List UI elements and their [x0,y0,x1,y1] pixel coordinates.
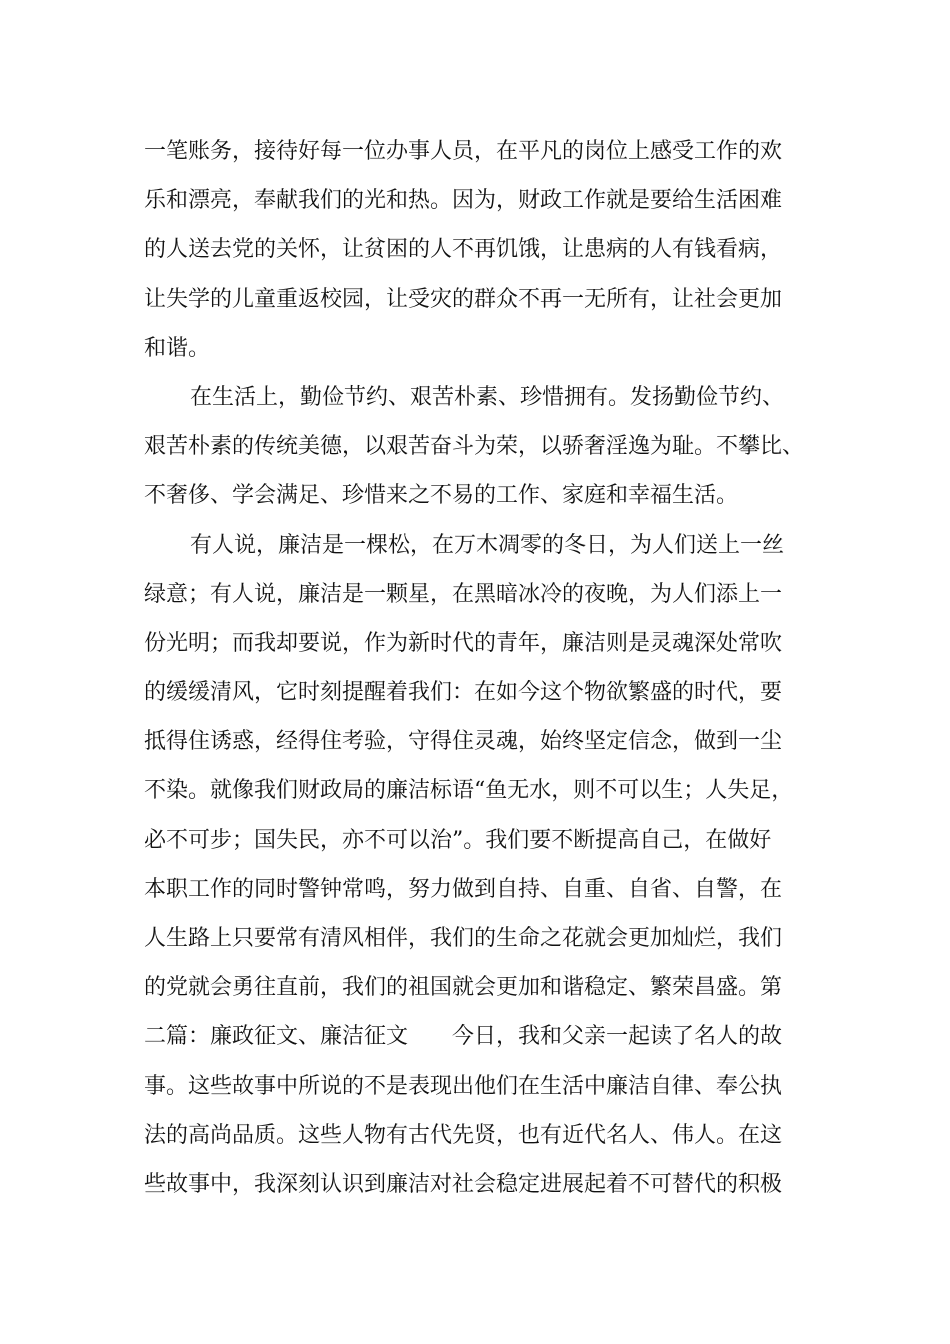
text-line: 不染。就像我们财政局的廉洁标语“鱼无水，则不可以生；人失足， [144,778,794,804]
text-line: 的党就会勇往直前，我们的祖国就会更加和谐稳定、繁荣昌盛。第 [144,975,783,1001]
text-line: 乐和漂亮，奉献我们的光和热。因为，财政工作就是要给生活困难 [144,188,783,214]
text-line: 一笔账务，接待好每一位办事人员，在平凡的岗位上感受工作的欢 [144,139,783,164]
text-line: 必不可步；国失民，亦不可以治”。我们要不断提高自己，在做好 [144,827,772,853]
text-line: 事。这些故事中所说的不是表现出他们在生活中廉洁自律、奉公执 [144,1073,783,1099]
text-line: 不奢侈、学会满足、珍惜来之不易的工作、家庭和幸福生活。 [144,483,739,509]
document-body [144,127,824,1209]
text-line: 二篇：廉政征文、廉洁征文 今日，我和父亲一起读了名人的故 [144,1024,783,1050]
text-line: 份光明；而我却要说，作为新时代的青年，廉洁则是灵魂深处常吹 [144,630,783,656]
text-line: 在生活上，勤俭节约、艰苦朴素、珍惜拥有。发扬勤俭节约、 [190,384,785,410]
text-line: 的缓缓清风，它时刻提醒着我们：在如今这个物欲繁盛的时代，要 [144,680,783,706]
text-line: 人生路上只要常有清风相伴，我们的生命之花就会更加灿烂，我们 [144,926,783,951]
text-line: 让失学的儿童重返校园，让受灾的群众不再一无所有，让社会更加 [144,286,783,312]
text-line: 些故事中，我深刻认识到廉洁对社会稳定进展起着不可替代的积极 [144,1171,783,1197]
text-line: 艰苦朴素的传统美德，以艰苦奋斗为荣，以骄奢淫逸为耻。不攀比、 [144,434,805,460]
text-line: 有人说，廉洁是一棵松，在万木凋零的冬日，为人们送上一丝 [190,532,785,558]
text-line: 抵得住诱惑，经得住考验，守得住灵魂，始终坚定信念，做到一尘 [144,729,783,755]
text-line: 绿意；有人说，廉洁是一颗星，在黑暗冰冷的夜晚，为人们添上一 [144,581,783,607]
text-line: 的人送去党的关怀，让贫困的人不再饥饿，让患病的人有钱看病， [144,237,783,263]
text-line: 法的高尚品质。这些人物有古代先贤，也有近代名人、伟人。在这 [144,1122,783,1148]
text-line: 本职工作的同时警钟常鸣，努力做到自持、自重、自省、自警，在 [144,876,783,902]
text-line: 和谐。 [144,335,211,361]
